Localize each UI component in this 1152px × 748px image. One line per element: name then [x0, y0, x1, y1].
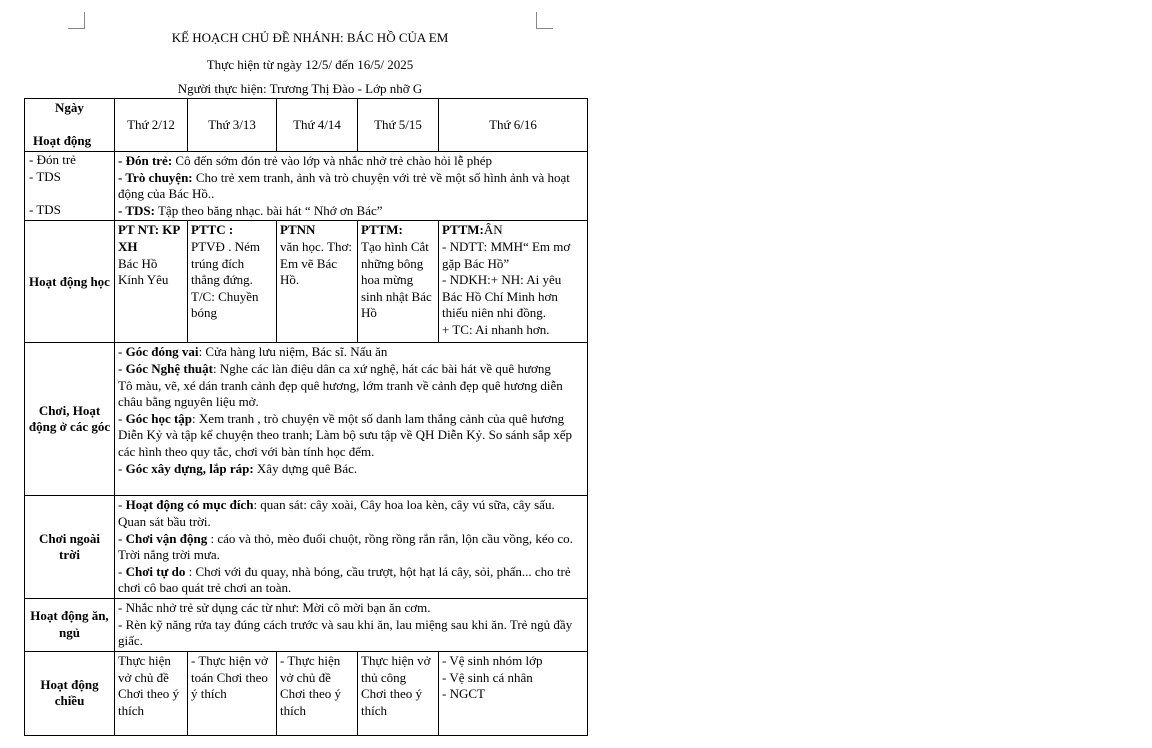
afternoon-row-label: Hoạt động chiều	[25, 651, 115, 735]
corner-bottom-label: Hoạt động	[33, 133, 92, 149]
list-item: - Đón trẻ	[29, 152, 76, 167]
corners-row-label: Chơi, Hoạt động ở các góc	[25, 343, 115, 496]
day-header-fri: Thứ 6/16	[439, 99, 588, 152]
list-item: - Hoạt động có mục đích: quan sát: cây xoài, Cây hoa loa kèn, cây vú sữa, cây sấu. Quan sát bầu trời.	[118, 497, 555, 529]
learning-row-label: Hoạt động học	[25, 221, 115, 343]
list-item: - TDS	[29, 168, 61, 184]
corner-top-label: Ngày	[55, 100, 84, 115]
list-item: - Góc xây dựng, lắp ráp: Xây dựng quê Bác.	[118, 460, 358, 476]
afternoon-cell-thu: Thực hiện vở thủ công Chơi theo ý thích	[358, 651, 439, 735]
meals-row	[25, 598, 588, 651]
afternoon-cell-wed: - Thực hiện vở chủ đề Chơi theo ý thích	[277, 651, 358, 735]
learning-cell-mon: PT NT: KP XH Bác Hồ Kính Yêu	[115, 221, 188, 343]
list-item: - Góc học tập: Xem tranh , trò chuyện về một số danh lam thắng cảnh của quê hương Diễn Kỷ và tập kể chuyện theo tranh; Làm bộ sưu tập về QH Diễn Kỷ. So sánh sắp xếp các hình theo quy tắc, chơi với bàn tính học đếm.	[118, 410, 572, 459]
list-item	[29, 185, 110, 202]
day-header-tue: Thứ 3/13	[188, 99, 277, 152]
learning-cell-fri: PTTM:ÂN - NDTT: MMH“ Em mơ gặp Bác Hồ” - NDKH:+ NH: Ai yêu Bác Hồ Chí Minh hơn thiếu niên nhi đồng. + TC: Ai nhanh hơn.	[439, 221, 588, 343]
outdoor-row	[25, 496, 588, 599]
afternoon-cell-tue: - Thực hiện vở toán Chơi theo ý thích	[188, 651, 277, 735]
list-item: - Góc Nghệ thuật: Nghe các làn điệu dân ca xứ nghệ, hát các bài hát về quê hương	[118, 360, 551, 376]
author-line: Người thực hiện: Trương Thị Đào - Lớp nhỡ G	[177, 81, 423, 96]
date-range: Thực hiện từ ngày 12/5/ đến 16/5/ 2025	[206, 57, 414, 72]
document-title: KẾ HOẠCH CHỦ ĐỀ NHÁNH: BÁC HỒ CỦA EM	[171, 30, 449, 45]
afternoon-cell-fri: - Vệ sinh nhóm lớp - Vệ sinh cá nhân - NGCT	[439, 651, 588, 735]
crop-mark-top-right	[536, 12, 553, 29]
list-item: - Nhắc nhở trẻ sử dụng các từ như: Mời cô mời bạn ăn cơm.	[118, 599, 431, 615]
learning-cell-wed: PTNN văn học. Thơ: Em vẽ Bác Hồ.	[277, 221, 358, 343]
corners-content	[115, 343, 588, 496]
learning-cell-tue: PTTC : PTVĐ . Ném trúng đích thẳng đứng. T/C: Chuyền bóng	[188, 221, 277, 343]
day-header-thu: Thứ 5/15	[358, 99, 439, 152]
list-item: - Chơi tự do : Chơi với đu quay, nhà bóng, cầu trượt, hột hạt lá cây, sỏi, phấn... cho trẻ chơi cô bao quát trẻ chơi an toàn.	[118, 563, 571, 596]
day-header-mon: Thứ 2/12	[115, 99, 188, 152]
outdoor-content	[115, 496, 588, 599]
corners-row	[25, 343, 588, 496]
list-item: - Góc đóng vai: Cửa hàng lưu niệm, Bác sĩ. Nấu ăn	[118, 344, 388, 360]
weekly-plan-table	[24, 98, 588, 736]
list-item: - Chơi vận động : cáo và thỏ, mèo đuổi chuột, rồng rồng rắn rắn, lộn cầu vồng, kéo co. Trời nắng trời mưa.	[118, 530, 573, 563]
afternoon-row	[25, 651, 588, 735]
list-item: - Trò chuyện: Cho trẻ xem tranh, ảnh và trò chuyện với trẻ về một số hình ảnh và hoạt động của Bác Hồ..	[118, 169, 570, 202]
list-item: - TDS: Tập theo băng nhạc. bài hát “ Nhớ ơn Bác”	[118, 202, 383, 218]
learning-row	[25, 221, 588, 343]
list-item: - TDS	[29, 201, 61, 217]
crop-mark-top-left	[68, 12, 85, 29]
meals-content	[115, 598, 588, 651]
morning-content	[115, 152, 588, 221]
outdoor-row-label: Chơi ngoài trời	[25, 496, 115, 599]
table-header-row	[25, 99, 588, 152]
list-item: - Đón trẻ: Cô đến sớm đón trẻ vào lớp và nhắc nhở trẻ chào hỏi lễ phép	[118, 153, 493, 168]
afternoon-cell-mon: Thực hiện vở chủ đề Chơi theo ý thích	[115, 651, 188, 735]
list-item: - Rèn kỹ năng rửa tay đúng cách trước và sau khi ăn, lau miệng sau khi ăn. Trẻ ngủ đầy giấc.	[118, 616, 573, 649]
meals-row-label: Hoạt động ăn, ngủ	[25, 598, 115, 651]
learning-cell-thu: PTTM: Tạo hình Cắt những bông hoa mừng sinh nhật Bác Hồ	[358, 221, 439, 343]
list-item: Tô màu, vẽ, xé dán tranh cảnh đẹp quê hương, lớm tranh về cảnh đẹp quê hương diễn châu bằng nguyên liệu mở.	[118, 377, 563, 410]
morning-row-label	[25, 152, 115, 221]
morning-row	[25, 152, 588, 221]
corner-cell	[25, 99, 115, 152]
day-header-wed: Thứ 4/14	[277, 99, 358, 152]
